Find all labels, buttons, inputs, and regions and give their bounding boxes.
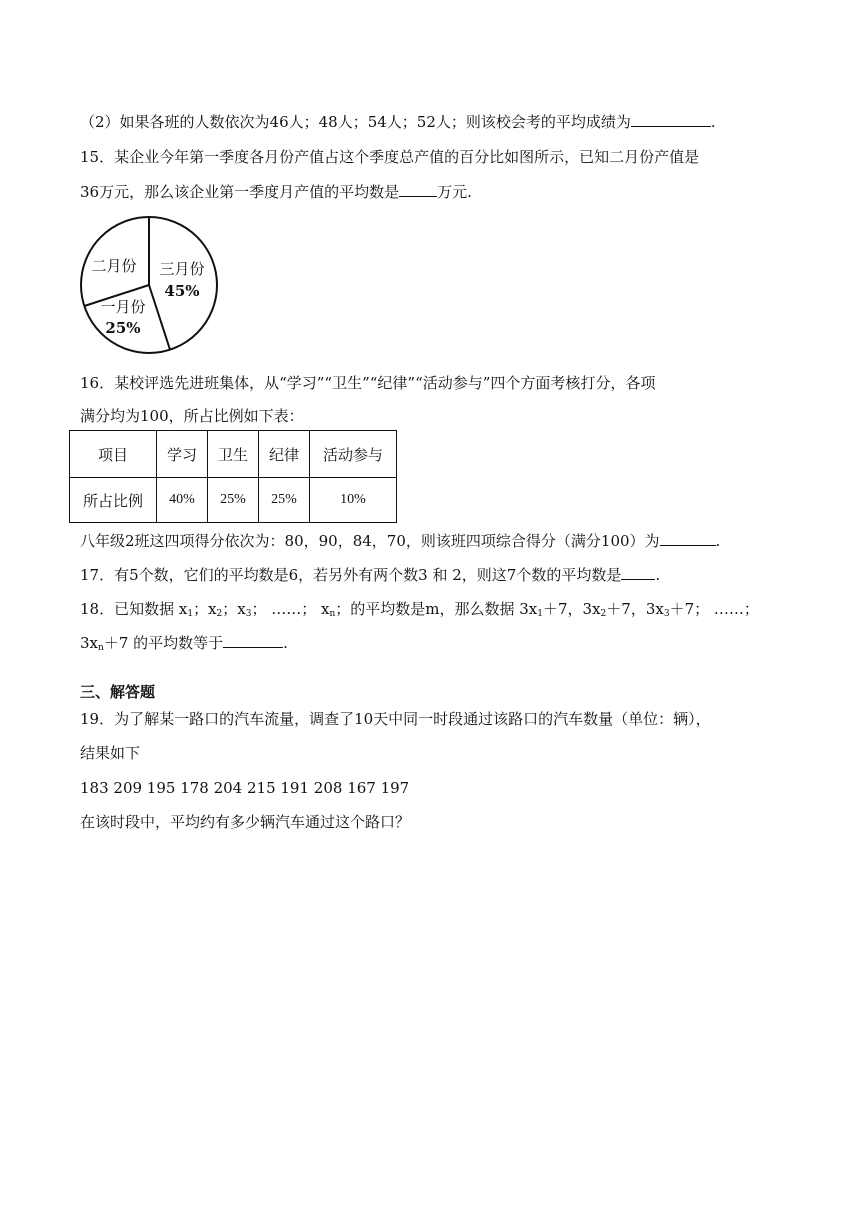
pie-slice-percent: 25% bbox=[105, 319, 141, 337]
q18-text: 18．已知数据 x bbox=[80, 600, 188, 618]
q16-line3-text: 八年级2班这四项得分依次为：80，90，84，70，则该班四项综合得分（满分100）为 bbox=[80, 532, 660, 550]
q15-line2-text: 36万元，那么该企业第一季度月产值的平均数是 bbox=[80, 183, 400, 201]
table-cell: 25% bbox=[259, 478, 310, 523]
table-cell: 所占比例 bbox=[70, 478, 157, 523]
subscript: 1 bbox=[537, 609, 543, 619]
q15-line2-end: 万元. bbox=[437, 183, 472, 201]
q18-text: ＋7； ……； bbox=[669, 600, 759, 618]
q17-text: 17．有5个数，它们的平均数是6，若另外有两个数3 和 2，则这7个数的平均数是 bbox=[80, 566, 622, 584]
table-cell: 40% bbox=[157, 478, 208, 523]
table-header-cell: 学习 bbox=[157, 431, 208, 478]
section-heading: 三、解答题 bbox=[80, 683, 156, 701]
q15-line2 bbox=[80, 182, 472, 202]
q18-line1 bbox=[80, 599, 759, 624]
answer-blank[interactable] bbox=[660, 531, 716, 546]
q19-line1: 19．为了解某一路口的汽车流量，调查了10天中同一时段通过该路口的汽车数量（单位：辆）， bbox=[80, 710, 711, 728]
table-header-cell: 活动参与 bbox=[310, 431, 397, 478]
q16-line3-end: . bbox=[715, 532, 721, 550]
q14-part2-line bbox=[80, 112, 716, 132]
table-header-cell: 纪律 bbox=[259, 431, 310, 478]
q18-text: 3x bbox=[80, 634, 99, 652]
subscript: 3 bbox=[663, 609, 670, 619]
q16-line2: 满分均为100，所占比例如下表： bbox=[80, 407, 304, 425]
q19-question: 在该时段中，平均约有多少辆汽车通过这个路口？ bbox=[80, 813, 411, 831]
subscript: 1 bbox=[187, 609, 194, 619]
q16-line1: 16．某校评选先进班集体，从“学习”“卫生”“纪律”“活动参与”四个方面考核打分，各项 bbox=[80, 374, 656, 392]
q18-text: ＋7，3x bbox=[606, 600, 664, 618]
subscript: n bbox=[329, 609, 336, 619]
table-header-row bbox=[70, 431, 397, 478]
subscript: 2 bbox=[600, 609, 607, 619]
answer-blank[interactable] bbox=[621, 565, 655, 580]
table-header-cell: 项目 bbox=[70, 431, 157, 478]
subscript: n bbox=[98, 643, 104, 653]
q17-line bbox=[80, 565, 660, 585]
subscript: 2 bbox=[216, 609, 223, 619]
answer-blank[interactable] bbox=[631, 112, 711, 127]
q18-text: ；x bbox=[222, 600, 246, 618]
answer-blank[interactable] bbox=[223, 633, 283, 648]
q14-part2-end: . bbox=[710, 113, 716, 131]
score-ratio-table bbox=[69, 430, 397, 523]
q18-line2 bbox=[80, 633, 288, 658]
pie-slice-name: 一月份 bbox=[100, 298, 146, 316]
table-header-cell: 卫生 bbox=[208, 431, 259, 478]
table-cell: 25% bbox=[208, 478, 259, 523]
pie-slice-name: 二月份 bbox=[91, 257, 137, 275]
pie-chart bbox=[78, 212, 220, 358]
q15-line1: 15．某企业今年第一季度各月份产值占这个季度总产值的百分比如图所示，已知二月份产值是 bbox=[80, 148, 700, 166]
q16-line3 bbox=[80, 531, 720, 551]
q14-part2-text: （2）如果各班的人数依次为46人；48人；54人；52人；则该校会考的平均成绩为 bbox=[80, 113, 631, 131]
pie-slice-name: 三月份 bbox=[159, 260, 205, 278]
q19-line2: 结果如下 bbox=[80, 744, 141, 762]
q17-end: . bbox=[655, 566, 661, 584]
q18-end: . bbox=[283, 634, 288, 652]
table-row bbox=[70, 478, 397, 523]
q18-text: ；x bbox=[193, 600, 217, 618]
q18-text: ＋7 的平均数等于 bbox=[103, 634, 224, 652]
subscript: 3 bbox=[245, 609, 252, 619]
q18-text: ＋7，3x bbox=[543, 600, 601, 618]
q18-text: ；的平均数是m，那么数据 3x bbox=[335, 600, 538, 618]
answer-blank[interactable] bbox=[399, 182, 437, 197]
pie-slice-percent: 45% bbox=[164, 282, 200, 300]
q18-text: ； ……； x bbox=[251, 600, 330, 618]
table-cell: 10% bbox=[310, 478, 397, 523]
q19-data: 183 209 195 178 204 215 191 208 167 197 bbox=[80, 779, 410, 797]
